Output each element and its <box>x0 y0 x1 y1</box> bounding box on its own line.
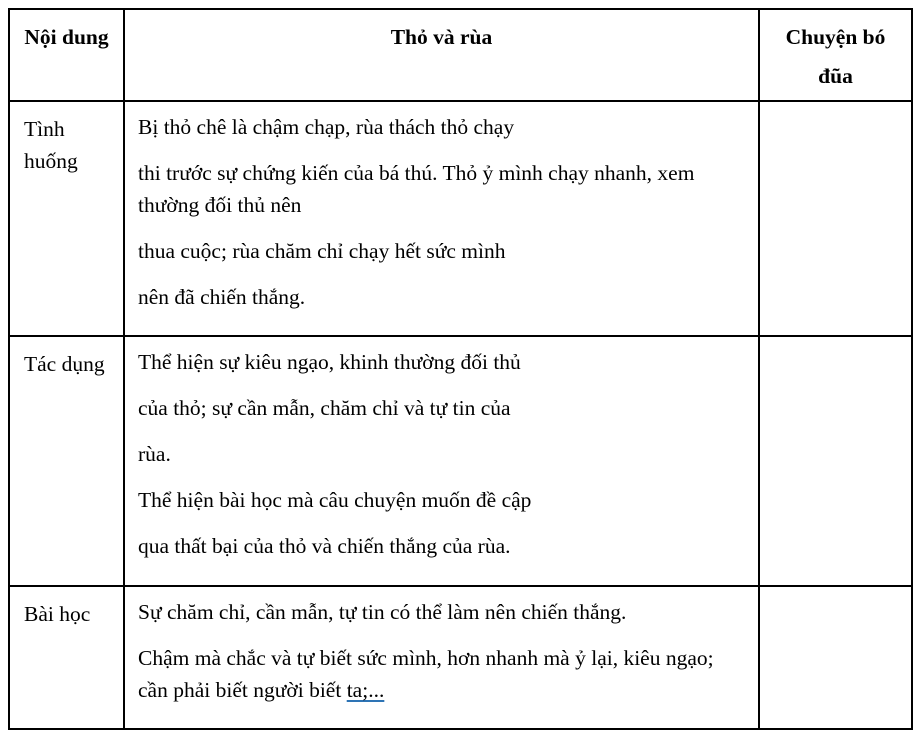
paragraph <box>138 642 746 706</box>
header-cell-tho-va-rua: Thỏ và rùa <box>124 9 759 101</box>
lesson-text: Chậm mà chắc và tự biết sức mình, hơn nhanh mà ỷ lại, kiêu ngạo; cần phải biết người biết <box>138 646 714 702</box>
paragraph: rùa. <box>138 442 171 466</box>
row-label-tinh-huong: Tình huống <box>9 101 124 336</box>
paragraph: qua thất bại của thỏ và chiến thắng của rùa. <box>138 534 511 558</box>
cell-situation-chuyen-bo-dua-empty <box>759 101 912 336</box>
grammar-underlined-text: ta;... <box>346 678 385 702</box>
table-row-situation <box>9 101 912 336</box>
paragraph: Sự chăm chỉ, cần mẫn, tự tin có thể làm nên chiến thắng. <box>138 600 627 624</box>
paragraph: thi trước sự chứng kiến của bá thú. Thỏ ỷ mình chạy nhanh, xem thường đối thủ nên <box>138 161 695 217</box>
table-header-row <box>9 9 912 101</box>
paragraph: nên đã chiến thắng. <box>138 285 306 309</box>
cell-lesson-tho-va-rua <box>124 586 759 729</box>
paragraph: Thể hiện bài học mà câu chuyện muốn đề cập <box>138 488 532 512</box>
paragraph: của thỏ; sự cần mẫn, chăm chỉ và tự tin của <box>138 396 511 420</box>
table-row-effect <box>9 336 912 586</box>
paragraph: Thể hiện sự kiêu ngạo, khinh thường đối thủ <box>138 350 521 374</box>
table-row-lesson <box>9 586 912 729</box>
paragraph: thua cuộc; rùa chăm chỉ chạy hết sức mình <box>138 239 506 263</box>
cell-effect-chuyen-bo-dua-empty <box>759 336 912 586</box>
row-label-tac-dung: Tác dụng <box>9 336 124 586</box>
header-cell-chuyen-bo-dua: Chuyện bó đũa <box>759 9 912 101</box>
header-cell-noi-dung: Nội dung <box>9 9 124 101</box>
paragraph: Bị thỏ chê là chậm chạp, rùa thách thỏ chạy <box>138 115 515 139</box>
comparison-table <box>8 8 913 730</box>
cell-situation-tho-va-rua <box>124 101 759 336</box>
row-label-bai-hoc: Bài học <box>9 586 124 729</box>
cell-lesson-chuyen-bo-dua-empty <box>759 586 912 729</box>
cell-effect-tho-va-rua <box>124 336 759 586</box>
